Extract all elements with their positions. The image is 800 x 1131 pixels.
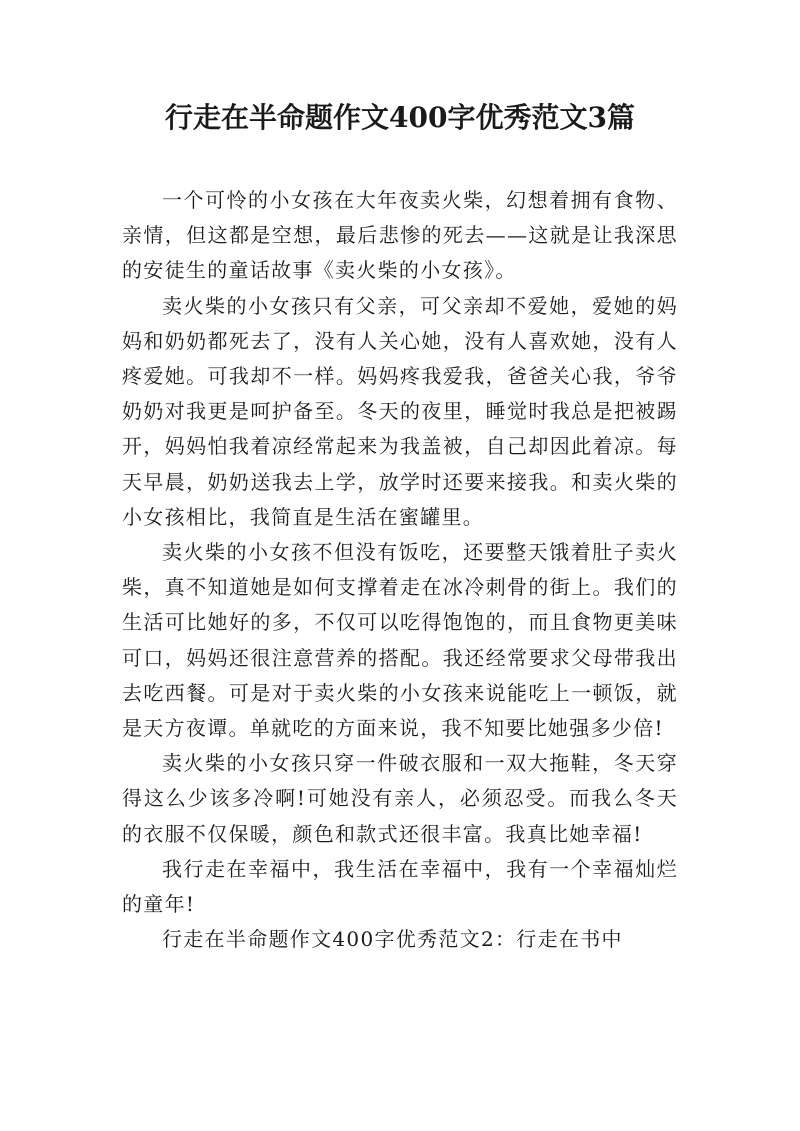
section-heading: 行走在半命题作文400字优秀范文2：行走在书中 <box>162 927 623 952</box>
paragraph: 卖火柴的小女孩不但没有饭吃，还要整天饿着肚子卖火柴，真不知道她是如何支撑着走在冰冷刺骨的街上。我们的生活可比她好的多，不仅可以吃得饱饱的，而且食物更美味可口，妈妈还很注意营养的搭配。我还经常要求父母带我出去吃西餐。可是对于卖火柴的小女孩来说能吃上一顿饭，就是天方夜谭。单就吃的方面来说，我不知要比她强多少倍! <box>122 540 678 741</box>
paragraph: 卖火柴的小女孩只穿一件破衣服和一双大拖鞋，冬天穿得这么少该多冷啊!可她没有亲人，必须忍受。而我么冬天的衣服不仅保暖，颜色和款式还很丰富。我真比她幸福! <box>122 751 678 846</box>
page-title: 行走在半命题作文400字优秀范文3篇 <box>165 101 635 134</box>
paragraph: 我行走在幸福中，我生活在幸福中，我有一个幸福灿烂的童年! <box>122 856 678 917</box>
paragraph: 一个可怜的小女孩在大年夜卖火柴，幻想着拥有食物、亲情，但这都是空想，最后悲惨的死去——这就是让我深思的安徒生的童话故事《卖火柴的小女孩》。 <box>122 188 678 283</box>
paragraph: 卖火柴的小女孩只有父亲，可父亲却不爱她，爱她的妈妈和奶奶都死去了，没有人关心她，没有人喜欢她，没有人疼爱她。可我却不一样。妈妈疼我爱我，爸爸关心我，爷爷奶奶对我更是呵护备至。冬天的夜里，睡觉时我总是把被踢开，妈妈怕我着凉经常起来为我盖被，自己却因此着凉。每天早晨，奶奶送我去上学，放学时还要来接我。和卖火柴的小女孩相比，我简直是生活在蜜罐里。 <box>122 293 678 529</box>
article-body <box>122 183 678 957</box>
